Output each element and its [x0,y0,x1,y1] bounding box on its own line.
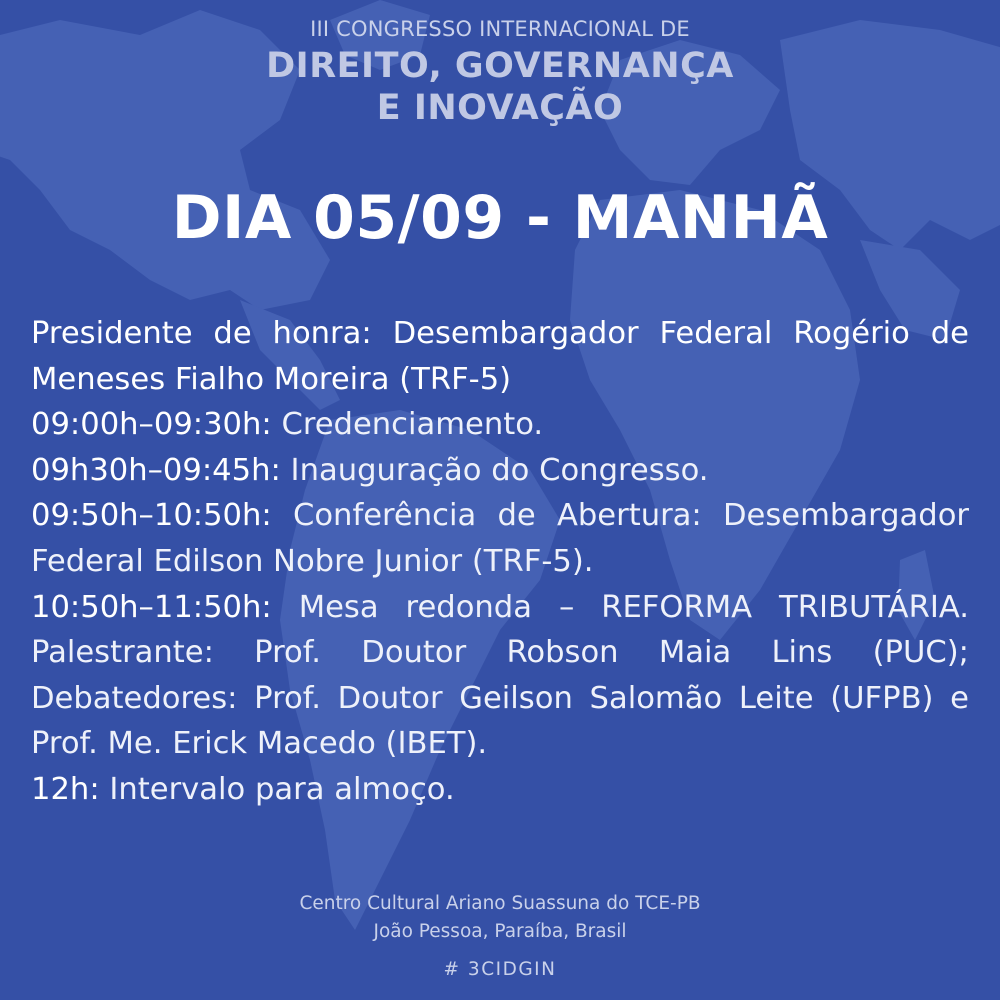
honorary-president: Presidente de honra: Desembargador Federal Rogério de Meneses Fialho Moreira (TRF-5) [31,316,969,397]
schedule-time: 09h30h–09:45h: [31,452,281,488]
congress-title-line1: DIREITO, GOVERNANÇA [266,46,734,86]
schedule-item [31,448,969,494]
schedule-description: Mesa redonda – REFORMA TRIBUTÁRIA. Palestrante: Prof. Doutor Robson Maia Lins (PUC); Debatedores: Prof. Doutor Geilson Salomão Leite (UFPB) e Prof. Me. Erick Macedo (IBET). [31,589,969,762]
schedule-time: 09:50h–10:50h: [31,498,272,534]
schedule-description: Credenciamento. [281,407,544,443]
schedule-description: Inauguração do Congresso. [290,452,709,488]
schedule-time: 09:00h–09:30h: [31,407,272,443]
schedule-description: Conferência de Abertura: Desembargador Federal Edilson Nobre Junior (TRF-5). [31,498,969,579]
schedule-time: 10:50h–11:50h: [31,589,272,625]
day-title: DIA 05/09 - MANHÃ [171,183,829,253]
schedule-item [31,767,969,813]
congress-kicker: III CONGRESSO INTERNACIONAL DE [310,17,690,41]
event-hashtag: # 3CIDGIN [443,959,557,980]
venue-name: Centro Cultural Ariano Suassuna do TCE-PB [299,893,701,914]
venue-city: João Pessoa, Paraíba, Brasil [373,921,627,942]
schedule-item [31,402,969,448]
schedule [31,311,969,813]
schedule-description: Intervalo para almoço. [109,771,455,807]
schedule-time: 12h: [31,771,100,807]
congress-title-line2: E INOVAÇÃO [376,88,624,128]
schedule-item [31,585,969,767]
schedule-item [31,493,969,584]
